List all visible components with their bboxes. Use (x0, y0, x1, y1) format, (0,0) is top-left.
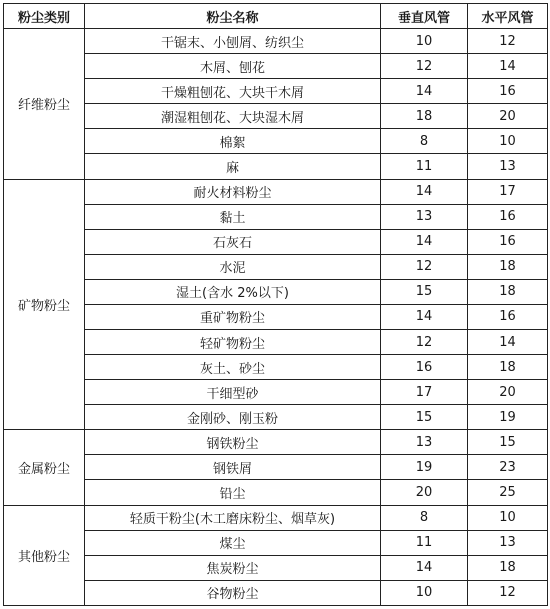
table-row (4, 129, 548, 154)
table-body (4, 4, 548, 606)
horizontal-velocity-cell: 17 (468, 179, 548, 204)
horizontal-velocity-cell: 20 (468, 104, 548, 129)
table-row (4, 405, 548, 430)
table-row (4, 555, 548, 580)
horizontal-velocity-cell: 18 (468, 279, 548, 304)
vertical-velocity-cell: 8 (381, 129, 468, 154)
dust-name-cell: 金刚砂、刚玉粉 (85, 405, 381, 430)
vertical-velocity-cell: 19 (381, 455, 468, 480)
horizontal-velocity-cell: 16 (468, 229, 548, 254)
dust-name-cell: 黏土 (85, 204, 381, 229)
table-row (4, 304, 548, 329)
vertical-velocity-cell: 15 (381, 279, 468, 304)
table-row (4, 154, 548, 179)
dust-name-cell: 棉絮 (85, 129, 381, 154)
header-category: 粉尘类别 (4, 4, 85, 29)
table-row (4, 380, 548, 405)
vertical-velocity-cell: 20 (381, 480, 468, 505)
table-row (4, 204, 548, 229)
vertical-velocity-cell: 16 (381, 355, 468, 380)
table-row (4, 530, 548, 555)
vertical-velocity-cell: 8 (381, 505, 468, 530)
vertical-velocity-cell: 11 (381, 154, 468, 179)
horizontal-velocity-cell: 14 (468, 330, 548, 355)
table-row (4, 179, 548, 204)
table-row (4, 580, 548, 605)
category-cell: 金属粉尘 (4, 430, 85, 505)
vertical-velocity-cell: 14 (381, 304, 468, 329)
horizontal-velocity-cell: 18 (468, 355, 548, 380)
dust-name-cell: 轻矿物粉尘 (85, 330, 381, 355)
vertical-velocity-cell: 11 (381, 530, 468, 555)
dust-name-cell: 干锯末、小刨屑、纺织尘 (85, 29, 381, 54)
table-row (4, 79, 548, 104)
table-row (4, 104, 548, 129)
horizontal-velocity-cell: 25 (468, 480, 548, 505)
dust-name-cell: 麻 (85, 154, 381, 179)
dust-name-cell: 灰土、砂尘 (85, 355, 381, 380)
dust-name-cell: 重矿物粉尘 (85, 304, 381, 329)
horizontal-velocity-cell: 16 (468, 79, 548, 104)
category-cell: 纤维粉尘 (4, 29, 85, 179)
vertical-velocity-cell: 15 (381, 405, 468, 430)
horizontal-velocity-cell: 13 (468, 530, 548, 555)
category-cell: 矿物粉尘 (4, 179, 85, 430)
dust-name-cell: 石灰石 (85, 229, 381, 254)
dust-name-cell: 干燥粗刨花、大块干木屑 (85, 79, 381, 104)
dust-name-cell: 煤尘 (85, 530, 381, 555)
horizontal-velocity-cell: 10 (468, 129, 548, 154)
vertical-velocity-cell: 14 (381, 179, 468, 204)
dust-name-cell: 干细型砂 (85, 380, 381, 405)
horizontal-velocity-cell: 15 (468, 430, 548, 455)
horizontal-velocity-cell: 20 (468, 380, 548, 405)
table-row (4, 480, 548, 505)
vertical-velocity-cell: 10 (381, 580, 468, 605)
table-row (4, 229, 548, 254)
dust-name-cell: 水泥 (85, 254, 381, 279)
horizontal-velocity-cell: 10 (468, 505, 548, 530)
horizontal-velocity-cell: 23 (468, 455, 548, 480)
table-row (4, 54, 548, 79)
horizontal-velocity-cell: 18 (468, 555, 548, 580)
table-row (4, 254, 548, 279)
table-row (4, 29, 548, 54)
vertical-velocity-cell: 10 (381, 29, 468, 54)
vertical-velocity-cell: 14 (381, 555, 468, 580)
table-row (4, 279, 548, 304)
horizontal-velocity-cell: 16 (468, 204, 548, 229)
vertical-velocity-cell: 13 (381, 430, 468, 455)
dust-name-cell: 焦炭粉尘 (85, 555, 381, 580)
table-row (4, 355, 548, 380)
vertical-velocity-cell: 13 (381, 204, 468, 229)
dust-name-cell: 湿土(含水 2%以下) (85, 279, 381, 304)
table-row (4, 455, 548, 480)
vertical-velocity-cell: 12 (381, 254, 468, 279)
category-cell: 其他粉尘 (4, 505, 85, 605)
horizontal-velocity-cell: 19 (468, 405, 548, 430)
horizontal-velocity-cell: 12 (468, 580, 548, 605)
header-horizontal: 水平风管 (468, 4, 548, 29)
dust-name-cell: 铅尘 (85, 480, 381, 505)
vertical-velocity-cell: 12 (381, 54, 468, 79)
horizontal-velocity-cell: 13 (468, 154, 548, 179)
header-vertical: 垂直风管 (381, 4, 468, 29)
dust-name-cell: 轻质干粉尘(木工磨床粉尘、烟草灰) (85, 505, 381, 530)
vertical-velocity-cell: 14 (381, 79, 468, 104)
horizontal-velocity-cell: 12 (468, 29, 548, 54)
vertical-velocity-cell: 14 (381, 229, 468, 254)
dust-velocity-table (3, 3, 548, 606)
table-row (4, 430, 548, 455)
vertical-velocity-cell: 17 (381, 380, 468, 405)
horizontal-velocity-cell: 14 (468, 54, 548, 79)
header-row (4, 4, 548, 29)
table-row (4, 505, 548, 530)
dust-name-cell: 耐火材料粉尘 (85, 179, 381, 204)
dust-name-cell: 木屑、刨花 (85, 54, 381, 79)
vertical-velocity-cell: 18 (381, 104, 468, 129)
vertical-velocity-cell: 12 (381, 330, 468, 355)
dust-name-cell: 谷物粉尘 (85, 580, 381, 605)
horizontal-velocity-cell: 16 (468, 304, 548, 329)
horizontal-velocity-cell: 18 (468, 254, 548, 279)
dust-name-cell: 潮湿粗刨花、大块湿木屑 (85, 104, 381, 129)
dust-name-cell: 钢铁粉尘 (85, 430, 381, 455)
header-name: 粉尘名称 (85, 4, 381, 29)
table-row (4, 330, 548, 355)
dust-name-cell: 钢铁屑 (85, 455, 381, 480)
